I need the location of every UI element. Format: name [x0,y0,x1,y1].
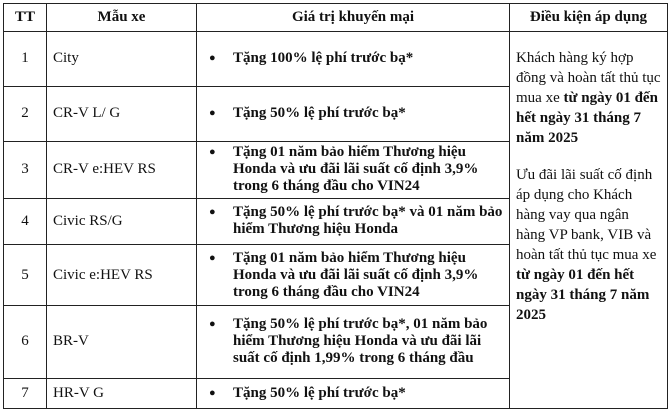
header-conditions: Điều kiện áp dụng [510,4,668,32]
car-model: CR-V e:HEV RS [47,142,197,199]
promo-cell [197,32,510,87]
bullet-icon: ● [209,251,216,264]
table-row [4,32,668,87]
bullet-icon: ● [209,386,216,399]
promo-text: Tặng 01 năm bảo hiểm Thương hiệu Honda và ưu đãi lãi suất cố định 3,9% trong 6 tháng đầu cho VIN24 [233,249,479,300]
row-number: 6 [4,305,47,378]
promo-text: Tặng 50% lệ phí trước bạ* và 01 năm bảo hiểm Thương hiệu Honda [233,204,503,238]
car-model: Civic e:HEV RS [47,245,197,306]
promo-text: Tặng 01 năm bảo hiểm Thương hiệu Honda và ưu đãi lãi suất cố định 3,9% trong 6 tháng đầu cho VIN24 [233,144,479,195]
promotion-table [3,3,668,409]
promo-text: Tặng 50% lệ phí trước bạ*, 01 năm bảo hiểm Thương hiệu Honda và ưu đãi lãi suất cố định 1,99% trong 6 tháng đầu [233,316,488,367]
row-number: 1 [4,32,47,87]
bullet-icon: ● [209,107,216,120]
header-row [4,4,668,32]
promo-cell [197,86,510,142]
conditions-cell [510,32,668,409]
promo-text: Tặng 100% lệ phí trước bạ* [233,50,414,67]
row-number: 7 [4,378,47,408]
condition-purchase: Khách hàng ký hợp đồng và hoàn tất thủ tục mua xe từ ngày 01 đến hết ngày 31 tháng 7 năm 2025 [516,50,661,146]
promo-text: Tặng 50% lệ phí trước bạ* [233,384,406,401]
row-number: 3 [4,142,47,199]
car-model: BR-V [47,305,197,378]
promo-cell [197,305,510,378]
car-model: CR-V L/ G [47,86,197,142]
promo-cell [197,378,510,408]
bullet-icon: ● [209,52,216,65]
row-number: 4 [4,198,47,244]
promo-cell [197,142,510,199]
promo-cell [197,245,510,306]
bullet-icon: ● [209,146,216,159]
bullet-icon: ● [209,318,216,331]
car-model: Civic RS/G [47,198,197,244]
header-tt: TT [4,4,47,32]
promo-text: Tặng 50% lệ phí trước bạ* [233,105,406,122]
header-promo: Giá trị khuyến mại [197,4,510,32]
car-model: City [47,32,197,87]
car-model: HR-V G [47,378,197,408]
condition-interest: Ưu đãi lãi suất cố định áp dụng cho Khách hàng vay qua ngân hàng VP bank, VIB và hoàn tất thủ tục mua xe từ ngày 01 đến hết ngày 31 tháng 7 năm 2025 [516,167,657,323]
bullet-icon: ● [209,206,216,219]
promo-cell [197,198,510,244]
row-number: 5 [4,245,47,306]
row-number: 2 [4,86,47,142]
header-model: Mẫu xe [47,4,197,32]
